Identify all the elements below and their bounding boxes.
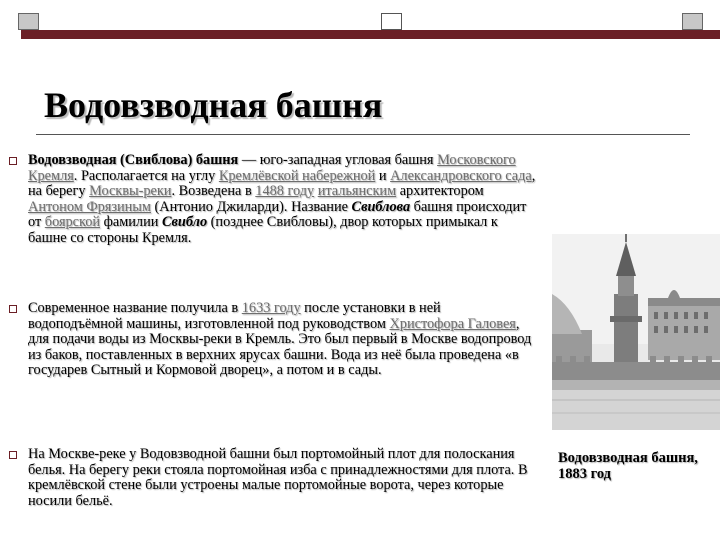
emphasized-term: Свиблова bbox=[351, 198, 411, 215]
decor-square-left bbox=[18, 13, 39, 30]
inline-link[interactable]: Кремлёвской набережной bbox=[218, 167, 376, 184]
decor-square-right bbox=[682, 13, 703, 30]
paragraph-text: Современное название получила в bbox=[28, 300, 242, 316]
top-accent-bar bbox=[21, 30, 720, 39]
bullet-square-icon bbox=[9, 305, 17, 313]
title-divider bbox=[36, 134, 690, 135]
paragraph-text: . Возведена в bbox=[171, 183, 256, 199]
paragraph-text: после установки в ней водоподъёмной машины, изготовленной под руководством bbox=[28, 300, 441, 332]
decor-square-middle bbox=[381, 13, 402, 30]
inline-link[interactable]: Антоном Фрязиным bbox=[28, 198, 151, 215]
paragraph-text: , на берегу bbox=[28, 167, 536, 199]
paragraph-laundry-raft bbox=[28, 447, 543, 509]
inline-link[interactable]: 1488 году bbox=[255, 183, 315, 199]
inline-link[interactable]: Александровского сада bbox=[390, 167, 532, 184]
paragraph-text: и bbox=[375, 167, 391, 184]
inline-link[interactable]: Московского Кремля bbox=[28, 152, 516, 184]
slide-title: Водовзводная башня bbox=[44, 85, 383, 125]
paragraph-text: На Москве-реке у Водовзводной башни был портомойный плот для полоскания белья. На берегу реки стояла портомойная изба с принадлежностями для плота. В кремлёвской стене были устроены малые портомойные ворота, через которые носили бельё. bbox=[28, 446, 528, 509]
inline-link[interactable]: итальянским bbox=[317, 183, 397, 199]
photo-caption: Водовзводная башня, 1883 год bbox=[558, 450, 698, 482]
top-decoration bbox=[0, 0, 720, 40]
paragraph-text: — юго-западная угловая башня bbox=[238, 152, 438, 168]
tower-photo bbox=[552, 234, 720, 430]
bullet-square-icon bbox=[9, 157, 17, 165]
inline-link[interactable]: Москвы-реки bbox=[89, 183, 172, 199]
paragraph-history bbox=[28, 153, 536, 246]
inline-link[interactable]: Христофора Галовея bbox=[389, 315, 516, 332]
bold-term: Водовзводная (Свиблова) башня bbox=[28, 152, 239, 168]
paragraph-text: (Антонио Джиларди). Название bbox=[150, 198, 352, 215]
emphasized-term: Свибло bbox=[161, 214, 208, 230]
paragraph-text: башня происходит от bbox=[28, 198, 527, 230]
paragraph-text: , для подачи воды из Москвы-реки в Кремль. Это был первый в Москве водопровод из баков, поставленных в верхних ярусах башни. Вода из неё была проведена «в государев Сытный и Кормовой дворец», а потом и в сады. bbox=[28, 315, 532, 378]
paragraph-name-origin bbox=[28, 301, 536, 379]
paragraph-text: архитектором bbox=[396, 183, 484, 199]
inline-link[interactable]: 1633 году bbox=[241, 300, 301, 316]
paragraph-text: . Располагается на углу bbox=[73, 167, 219, 184]
inline-link[interactable]: боярской bbox=[44, 214, 101, 230]
paragraph-text: (позднее Свибловы), двор которых примыкал к башне со стороны Кремля. bbox=[28, 214, 498, 246]
bullet-square-icon bbox=[9, 451, 17, 459]
paragraph-text: фамилии bbox=[100, 214, 162, 230]
